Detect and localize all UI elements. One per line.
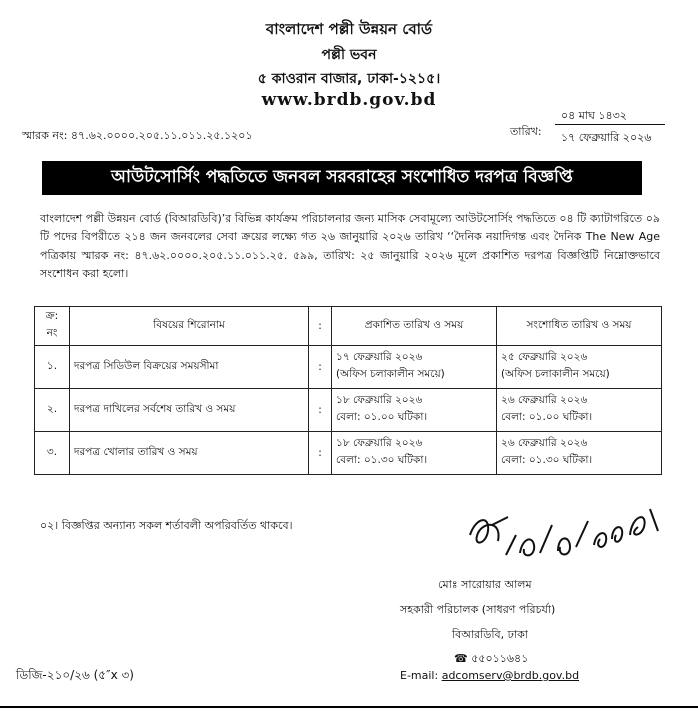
notice-title: আউটসোর্সিং পদ্ধতিতে জনবল সরবরাহের সংশোধিত দরপত্র বিজ্ঞপ্তি bbox=[111, 167, 573, 187]
body-paragraph: বাংলাদেশ পল্লী উন্নয়ন বোর্ড (বিআরডিবি)’র বিভিন্ন কার্যক্রম পরিচালনার জন্য মাসিক সেবামূল্যে আউটসোর্সিং পদ্ধতিতে ০৪ টি ক্যাটাগরিতে ০৯ টি পদের বিপরীতে ২১৪ জন জনবলের সেবা ক্রয়ের লক্ষ্যে গত ২৬ জানুয়ারি ২০২৬ তারিখ ‘‘দৈনিক নয়াদিগন্ত এবং দৈনিক The New Age পত্রিকায় স্মারক নং: ৪৭.৬২.০০০০.২০৫.১১.০১১.২৫. ৫৯৯, তারিখ: ২৫ জানুয়ারি ২০২৬ মূলে প্রকাশিত দরপত্র বিজ্ঞপ্তিটি নিম্নোক্তভাবে সংশোধন করা হলো। bbox=[40, 212, 660, 280]
signer-designation: সহকারী পরিচালক (সাধরণ পরিচর্যা) bbox=[400, 603, 556, 616]
header-subject: বিষয়ের শিরোনাম bbox=[70, 307, 309, 346]
email-label: E-mail: bbox=[400, 669, 439, 682]
date-divider bbox=[555, 124, 665, 125]
table-row bbox=[35, 346, 662, 389]
published-time: বেলা: ০১.৩০ ঘটিকা। bbox=[336, 454, 428, 466]
date-bangla: ০৪ মাঘ ১৪৩২ bbox=[561, 109, 627, 122]
published-date: ১৭ ফেব্রুয়ারি ২০২৬ bbox=[336, 351, 423, 363]
building-name: পল্লী ভবন bbox=[321, 47, 377, 63]
row-revised bbox=[497, 432, 662, 475]
row-published bbox=[332, 346, 497, 389]
ad-code: ডিজি-২১০/২৬ (৫″x ৩) bbox=[16, 668, 134, 682]
row-revised bbox=[497, 346, 662, 389]
date-label: তারিখ: bbox=[510, 125, 542, 138]
published-time: বেলা: ০১.০০ ঘটিকা। bbox=[336, 411, 428, 423]
signer-office: বিআরডিবি, ঢাকা bbox=[452, 628, 528, 641]
row-published bbox=[332, 432, 497, 475]
revised-date: ২৫ ফেব্রুয়ারি ২০২৬ bbox=[501, 351, 588, 363]
row-serial: ২. bbox=[35, 389, 70, 432]
table-row bbox=[35, 432, 662, 475]
phone-contact bbox=[454, 650, 528, 669]
revised-time: বেলা: ০১.০০ ঘটিকা। bbox=[501, 411, 593, 423]
website-link[interactable]: www.brdb.gov.bd bbox=[261, 90, 437, 110]
row-revised bbox=[497, 389, 662, 432]
email-contact bbox=[400, 669, 579, 682]
published-date: ১৮ ফেব্রুয়ারি ২০২৬ bbox=[336, 394, 423, 406]
row-subject: দরপত্র দাখিলের সর্বশেষ তারিখ ও সময় bbox=[70, 389, 309, 432]
table-header-row bbox=[35, 307, 662, 346]
revised-date: ২৬ ফেব্রুয়ারি ২০২৬ bbox=[501, 394, 588, 406]
signer-name: মোঃ সারোয়ার আলম bbox=[438, 578, 532, 591]
row-colon: : bbox=[309, 432, 332, 475]
row-colon: : bbox=[309, 346, 332, 389]
handwritten-signature bbox=[462, 495, 672, 570]
row-subject: দরপত্র খোলার তারিখ ও সময় bbox=[70, 432, 309, 475]
revised-time: বেলা: ০১.৩০ ঘটিকা। bbox=[501, 454, 593, 466]
bottom-rule bbox=[0, 706, 698, 708]
revised-date: ২৬ ফেব্রুয়ারি ২০২৬ bbox=[501, 437, 588, 449]
table-row bbox=[35, 389, 662, 432]
row-serial: ১. bbox=[35, 346, 70, 389]
header-published: প্রকাশিত তারিখ ও সময় bbox=[332, 307, 497, 346]
published-time: (অফিস চলাকালীন সময়ে) bbox=[336, 368, 445, 380]
revised-time: (অফিস চলাকালীন সময়ে) bbox=[501, 368, 610, 380]
telephone-icon: ☎ bbox=[454, 652, 468, 665]
row-subject: দরপত্র সিডিউল বিক্রয়ের সময়সীমা bbox=[70, 346, 309, 389]
row-published bbox=[332, 389, 497, 432]
date-english: ১৭ ফেব্রুয়ারি ২০২৬ bbox=[561, 131, 652, 144]
notice-title-banner bbox=[42, 161, 642, 195]
org-name: বাংলাদেশ পল্লী উন্নয়ন বোর্ড bbox=[265, 20, 433, 38]
header-revised: সংশোধিত তারিখ ও সময় bbox=[497, 307, 662, 346]
header-colon: : bbox=[309, 307, 332, 346]
published-date: ১৮ ফেব্রুয়ারি ২০২৬ bbox=[336, 437, 423, 449]
revision-table bbox=[34, 306, 662, 475]
phone-number: ৫৫০১১৬৪১ bbox=[471, 652, 529, 665]
email-link[interactable]: adcomserv@brdb.gov.bd bbox=[441, 669, 580, 682]
row-serial: ৩. bbox=[35, 432, 70, 475]
memo-reference: স্মারক নং: ৪৭.৬২.০০০০.২০৫.১১.০১১.২৫.১২০১ bbox=[22, 129, 253, 142]
header-serial: ক্র: নং bbox=[35, 307, 70, 346]
note-text: ০২। বিজ্ঞপ্তির অন্যান্য সকল শর্তাবলী অপরিবর্তিত থাকবে। bbox=[40, 519, 293, 532]
address: ৫ কাওরান বাজার, ঢাকা-১২১৫। bbox=[257, 71, 441, 87]
row-colon: : bbox=[309, 389, 332, 432]
